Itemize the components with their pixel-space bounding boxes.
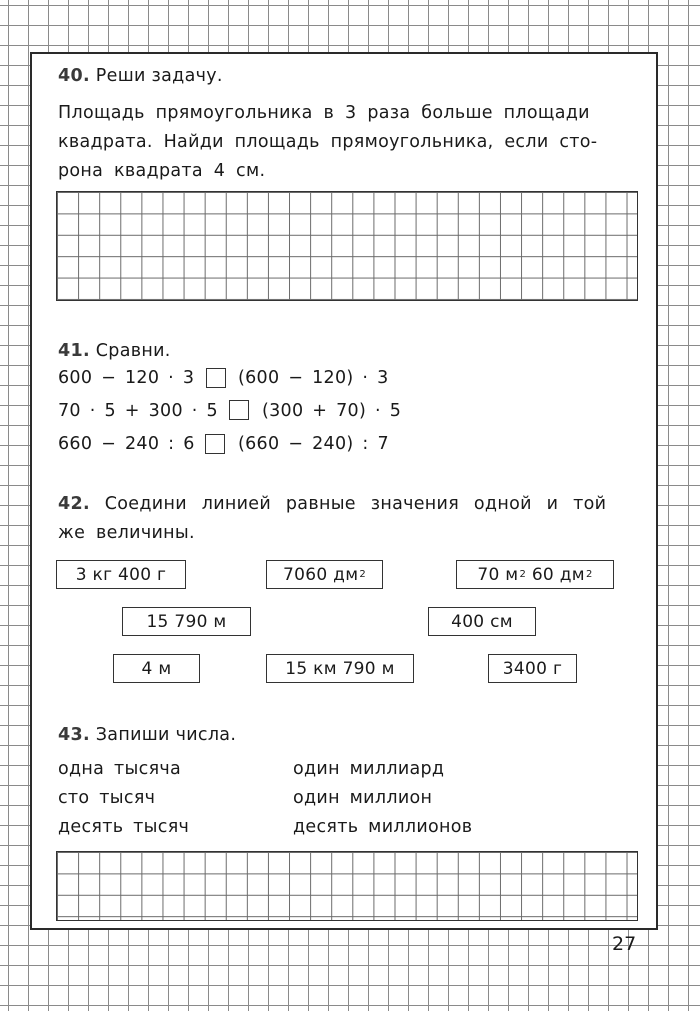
- task-41-number: 41.: [58, 341, 90, 361]
- compare-row-2-left: 70 · 5 + 300 · 5: [58, 401, 218, 421]
- task-40-answer-grid[interactable]: [56, 191, 638, 301]
- task-40-heading: [58, 66, 223, 86]
- task-43-number: 43.: [58, 725, 90, 745]
- number-word-left-3: десять тысяч: [58, 817, 190, 837]
- compare-row-3-left: 660 − 240 : 6: [58, 434, 195, 454]
- quantity-box-3kg400g[interactable]: 3 кг 400 г: [56, 560, 186, 589]
- compare-row-3-right: (660 − 240) : 7: [238, 434, 389, 454]
- page-number: 27: [612, 933, 637, 955]
- task-40-line-3: рона квадрата 4 см.: [58, 161, 266, 181]
- number-word-right-1: один миллиард: [293, 759, 445, 779]
- compare-row-1-right: (600 − 120) · 3: [238, 368, 389, 388]
- number-word-left-1: одна тысяча: [58, 759, 182, 779]
- task-42-number: 42.: [58, 494, 90, 514]
- quantity-box-15790m[interactable]: 15 790 м: [122, 607, 251, 636]
- quantity-box-4m[interactable]: 4 м: [113, 654, 200, 683]
- task-41-title: Сравни.: [95, 341, 171, 361]
- task-40-line-1: Площадь прямоугольника в 3 раза больше площади: [58, 103, 590, 123]
- compare-row-1-left: 600 − 120 · 3: [58, 368, 195, 388]
- task-43-heading: [58, 725, 236, 745]
- task-40-number: 40.: [58, 66, 90, 86]
- quantity-box-3400g[interactable]: 3400 г: [488, 654, 577, 683]
- task-41-heading: [58, 341, 171, 361]
- quantity-box-400cm[interactable]: 400 см: [428, 607, 536, 636]
- task-43-title: Запиши числа.: [95, 725, 237, 745]
- task-42-line-2: же величины.: [58, 523, 195, 543]
- quantity-box-70m2-60dm2[interactable]: 70 м 2 60 дм 2: [456, 560, 614, 589]
- task-40-title: Реши задачу.: [95, 66, 223, 86]
- number-word-right-3: десять миллионов: [293, 817, 473, 837]
- task-40-line-2: квадрата. Найди площадь прямоугольника, если сто-: [58, 132, 598, 152]
- compare-row-2-box[interactable]: [229, 400, 249, 420]
- compare-row-2-right: (300 + 70) · 5: [262, 401, 402, 421]
- number-word-left-2: сто тысяч: [58, 788, 156, 808]
- task-43-answer-grid[interactable]: [56, 851, 638, 921]
- number-word-right-2: один миллион: [293, 788, 433, 808]
- task-42-text-1: Соедини линией равные значения одной и той: [104, 494, 607, 514]
- compare-row-1-box[interactable]: [206, 368, 226, 388]
- compare-row-3-box[interactable]: [205, 434, 225, 454]
- quantity-box-15km790m[interactable]: 15 км 790 м: [266, 654, 414, 683]
- quantity-box-7060dm2[interactable]: 7060 дм 2: [266, 560, 383, 589]
- task-42-line-1: [58, 494, 606, 514]
